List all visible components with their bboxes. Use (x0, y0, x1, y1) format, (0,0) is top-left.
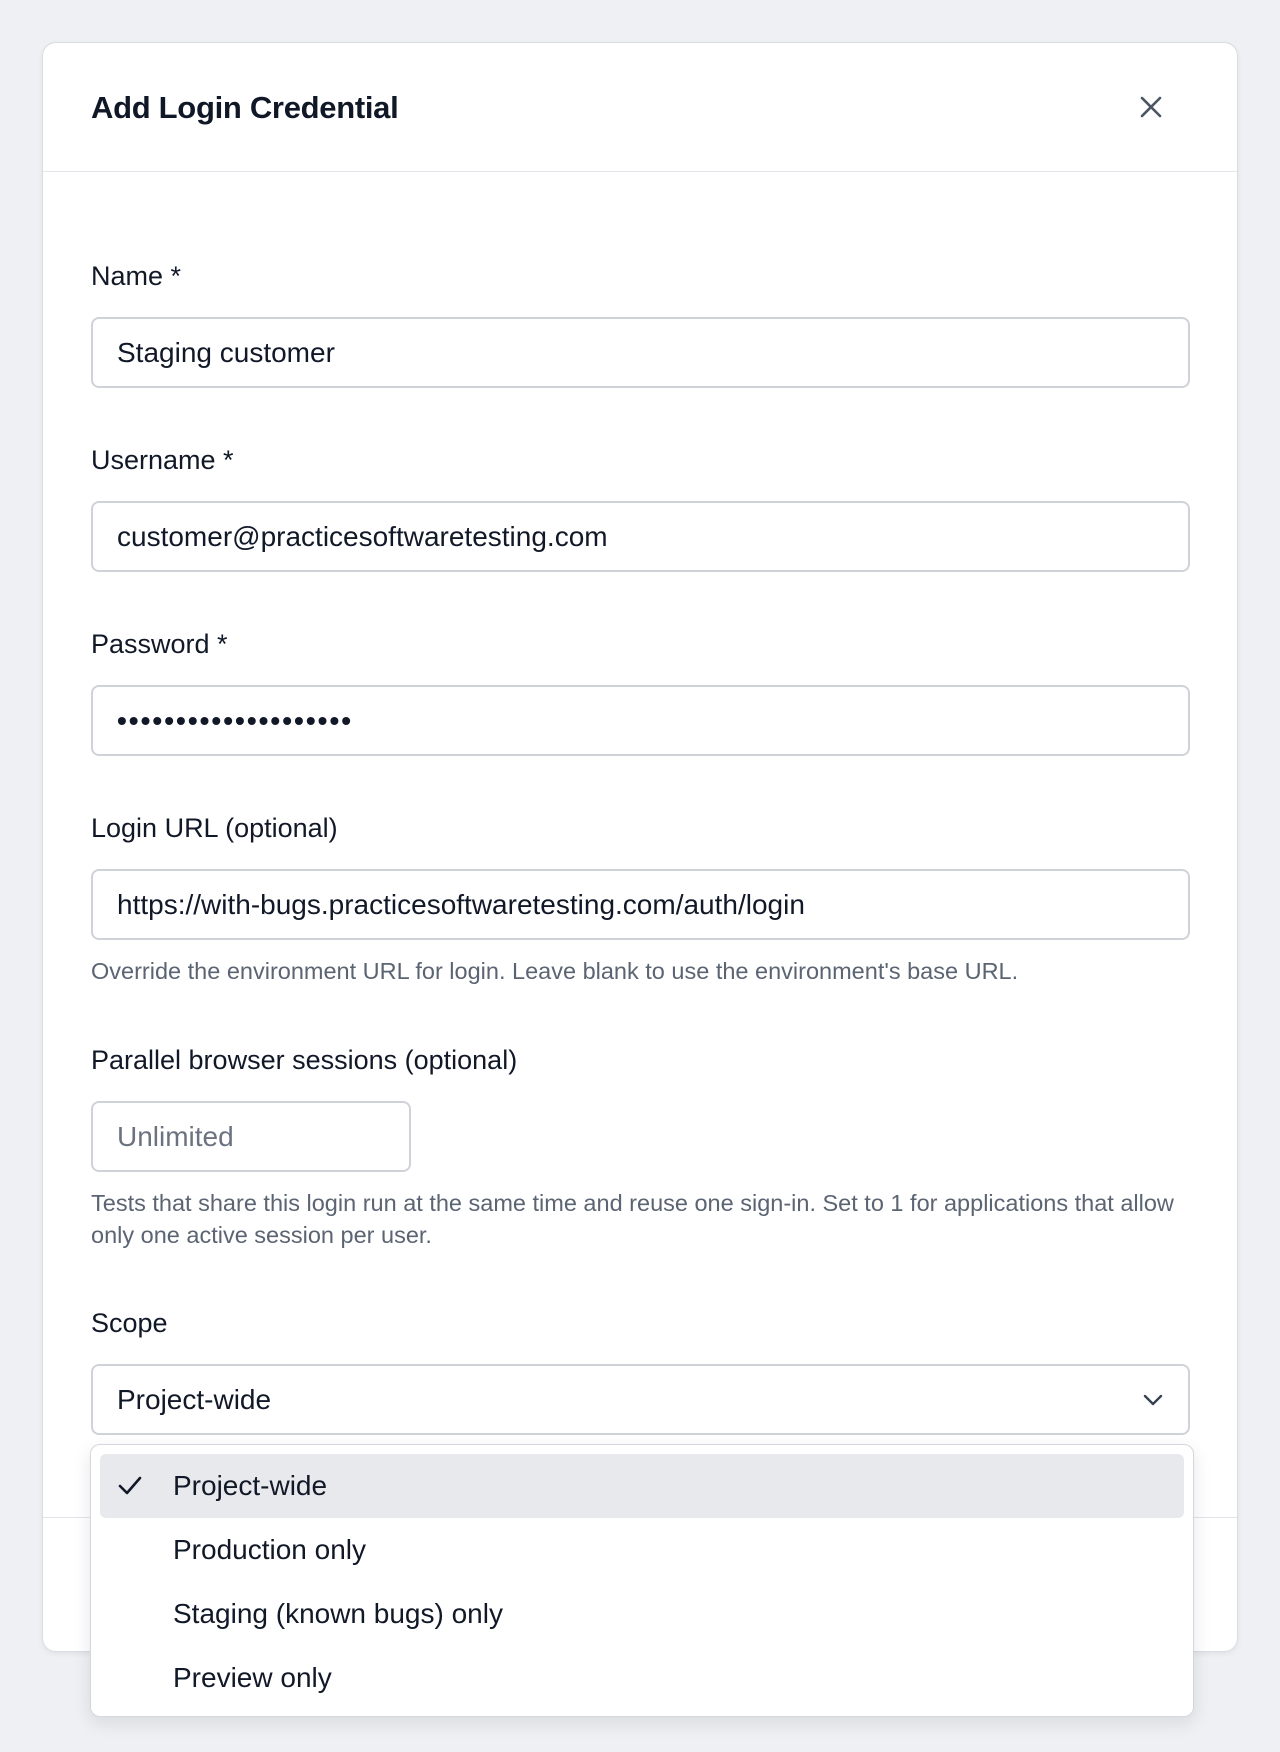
option-label: Preview only (173, 1662, 332, 1693)
scope-label: Scope (91, 1308, 168, 1338)
login-url-helper: Override the environment URL for login. Leave blank to use the environment's base URL. (91, 958, 1019, 984)
scope-option-project-wide[interactable] (100, 1454, 1184, 1518)
username-label: Username * (91, 445, 234, 475)
login-url-input[interactable] (91, 869, 1190, 940)
dialog-header (43, 43, 1237, 172)
scope-option-preview-only[interactable] (100, 1646, 1184, 1710)
password-masked-value: •••••••••••••••••••• (117, 704, 354, 736)
parallel-sessions-label: Parallel browser sessions (optional) (91, 1045, 518, 1075)
check-icon (117, 1473, 143, 1499)
scope-dropdown-menu (90, 1444, 1194, 1717)
option-label: Project-wide (173, 1470, 328, 1501)
option-label: Staging (known bugs) only (173, 1598, 503, 1629)
dialog-title: Add Login Credential (91, 90, 399, 125)
name-input[interactable] (91, 317, 1190, 388)
close-button[interactable] (1133, 89, 1169, 125)
parallel-sessions-helper: Tests that share this login run at the same time and reuse one sign-in. Set to 1 for applications that allow only one active session per user. (91, 1190, 1174, 1248)
option-label: Production only (173, 1534, 367, 1565)
parallel-sessions-input[interactable] (91, 1101, 411, 1172)
chevron-down-icon (1142, 1393, 1164, 1407)
scope-select[interactable] (91, 1364, 1190, 1435)
add-login-credential-dialog (42, 42, 1238, 1652)
scope-selected-value: Project-wide (117, 1383, 272, 1415)
close-icon (1139, 95, 1163, 119)
username-input[interactable] (91, 501, 1190, 572)
scope-option-production-only[interactable] (100, 1518, 1184, 1582)
password-label: Password * (91, 629, 228, 659)
name-label: Name * (91, 261, 182, 291)
login-url-label: Login URL (optional) (91, 813, 338, 843)
scope-option-staging-only[interactable] (100, 1582, 1184, 1646)
password-input[interactable] (91, 685, 1190, 756)
